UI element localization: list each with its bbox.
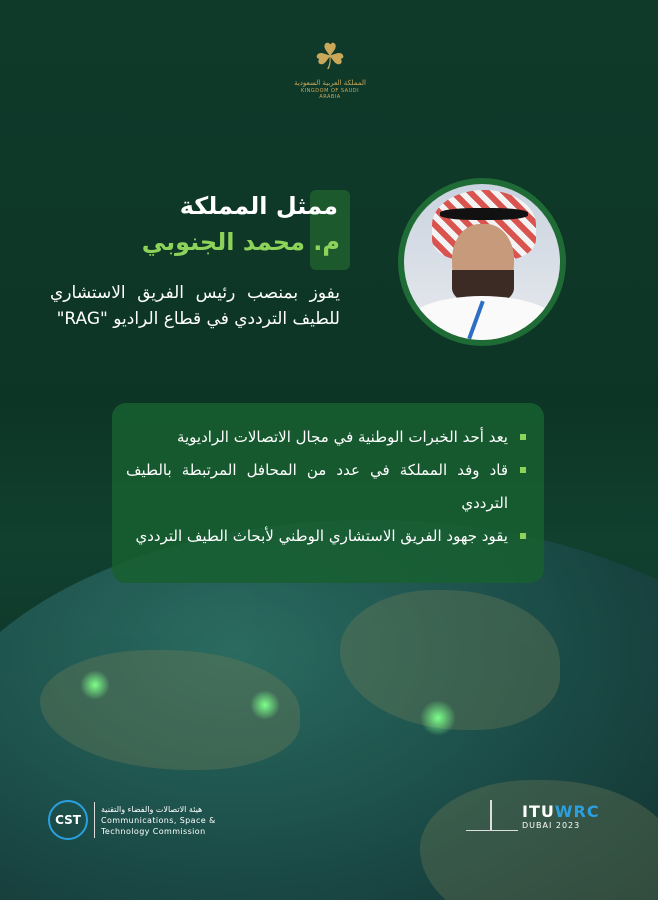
bullet-item: يعد أحد الخبرات الوطنية في مجال الاتصالات الراديوية bbox=[126, 421, 526, 454]
bullet-panel bbox=[112, 403, 544, 583]
title-name: م. محمد الجنوبي bbox=[141, 228, 340, 256]
portrait-photo bbox=[404, 184, 560, 340]
land-mass bbox=[420, 780, 658, 900]
ksa-english: KINGDOM OF SAUDI ARABIA bbox=[300, 88, 360, 100]
ksa-arabic: المملكة العربية السعودية bbox=[294, 79, 366, 87]
cst-arabic: هيئة الاتصالات والفضاء والتقنية bbox=[101, 804, 203, 814]
city-light bbox=[250, 690, 280, 720]
city-light bbox=[420, 700, 456, 736]
itu-wrc-logo bbox=[466, 800, 600, 831]
cst-english-2: Technology Commission bbox=[101, 826, 206, 836]
itu-place: DUBAI 2023 bbox=[522, 820, 581, 830]
agal bbox=[440, 208, 528, 220]
ksa-logo bbox=[290, 38, 370, 100]
bullet-item: قاد وفد المملكة في عدد من المحافل المرتبطة بالطيف الترددي bbox=[126, 454, 526, 520]
wrc-text: WRC bbox=[554, 801, 600, 821]
cst-mark: CST bbox=[48, 800, 88, 840]
bullet-item: يقود جهود الفريق الاستشاري الوطني لأبحاث الطيف الترددي bbox=[126, 520, 526, 553]
antenna-icon bbox=[466, 800, 518, 831]
palm-swords-icon: ☘ bbox=[313, 37, 347, 78]
bullet-list bbox=[112, 403, 544, 553]
city-light bbox=[80, 670, 110, 700]
itu-text: ITU bbox=[522, 801, 555, 821]
itu-wordmark bbox=[522, 802, 600, 821]
title-line1: ممثل المملكة bbox=[179, 192, 338, 220]
cst-logo bbox=[48, 800, 216, 840]
divider bbox=[94, 802, 95, 838]
intro-text: يفوز بمنصب رئيس الفريق الاستشاري للطيف الترددي في قطاع الراديو "RAG" bbox=[50, 283, 340, 329]
cst-english-1: Communications, Space & bbox=[101, 815, 216, 825]
